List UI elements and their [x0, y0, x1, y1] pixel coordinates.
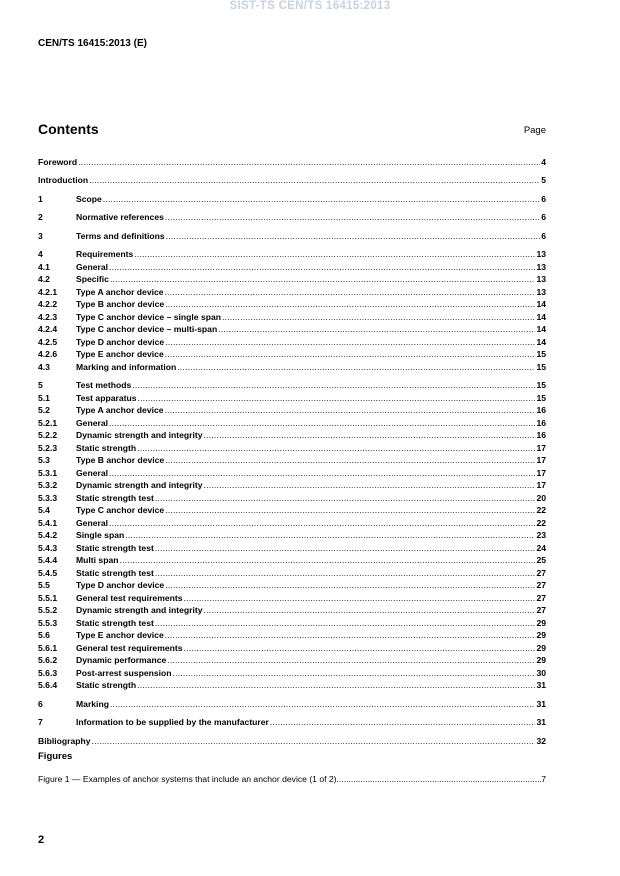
toc-entry-page: 17	[536, 455, 546, 465]
leader-dots	[138, 393, 536, 404]
toc-entry-number: 5.6.3	[38, 667, 58, 678]
leader-dots	[78, 157, 540, 168]
toc-entry[interactable]	[38, 679, 546, 692]
toc-entry-page: 16	[536, 430, 546, 440]
toc-entry-number: 5.2.3	[38, 442, 58, 453]
toc-entry-number: 5.1	[38, 392, 50, 403]
toc-entry[interactable]	[38, 404, 546, 417]
toc-entry[interactable]	[38, 579, 546, 592]
toc-entry[interactable]	[38, 641, 546, 654]
table-of-contents	[38, 155, 546, 747]
toc-entry-title: Test apparatus	[76, 392, 137, 403]
toc-entry-title: Type A anchor device	[76, 405, 164, 415]
toc-entry-number: 3	[38, 230, 43, 241]
toc-entry[interactable]	[38, 260, 546, 273]
toc-entry[interactable]	[38, 192, 546, 205]
toc-entry-number: 5.2.1	[38, 417, 58, 428]
toc-entry-page: 13	[536, 261, 546, 272]
leader-dots	[165, 405, 536, 416]
toc-entry-number: 5.2	[38, 405, 50, 415]
leader-dots	[109, 468, 535, 479]
leader-dots	[165, 505, 535, 516]
leader-dots	[165, 337, 535, 348]
leader-dots	[165, 455, 535, 466]
leader-dots	[165, 287, 536, 298]
toc-entry-number: 4.2.5	[38, 336, 58, 347]
toc-entry-number: 4	[38, 249, 43, 259]
toc-entry-page: 27	[536, 592, 546, 603]
toc-entry-title: General test requirements	[76, 642, 183, 653]
leader-dots	[155, 493, 536, 504]
toc-entry[interactable]	[38, 416, 546, 429]
toc-entry-title: Type C anchor device	[76, 505, 165, 515]
leader-dots	[165, 580, 535, 591]
leader-dots	[165, 299, 535, 310]
toc-entry-page: 13	[536, 286, 546, 297]
toc-entry[interactable]	[38, 174, 546, 187]
toc-entry[interactable]	[38, 616, 546, 629]
toc-entry-page: 14	[536, 299, 546, 309]
toc-entry-title: Marking	[76, 698, 109, 709]
toc-entry-number: 5.4.1	[38, 517, 58, 528]
toc-entry-page: 22	[536, 517, 546, 528]
toc-entry[interactable]	[38, 629, 546, 642]
toc-entry-page: 31	[536, 680, 546, 690]
toc-entry-page: 14	[536, 324, 546, 334]
toc-entry-page: 17	[536, 480, 546, 490]
toc-entry-page: 27	[536, 580, 546, 590]
toc-entry-page: 5	[541, 175, 546, 185]
toc-entry-number: 5.4.3	[38, 542, 58, 553]
leader-dots	[137, 680, 535, 691]
leader-dots	[132, 380, 535, 391]
leader-dots	[89, 175, 540, 186]
toc-entry-title: Type E anchor device	[76, 349, 164, 359]
toc-entry-number: 5.3.1	[38, 467, 58, 478]
leader-dots	[204, 605, 536, 616]
toc-entry-page: 13	[536, 274, 546, 284]
toc-entry-page: 15	[536, 380, 546, 390]
toc-entry-title: Static strength test	[76, 617, 154, 628]
toc-entry-page: 29	[536, 630, 546, 640]
toc-entry-number: 4.2.6	[38, 349, 58, 359]
leader-dots	[270, 717, 536, 728]
leader-dots	[103, 194, 540, 205]
toc-entry-page: 27	[536, 605, 546, 615]
toc-entry-number: 5.4.4	[38, 555, 58, 565]
toc-entry[interactable]	[38, 541, 546, 554]
toc-entry[interactable]	[38, 734, 546, 747]
toc-entry-number: 5.4.2	[38, 530, 58, 540]
toc-entry[interactable]	[38, 248, 546, 261]
toc-entry-title: Type C anchor device – multi-span	[76, 324, 218, 334]
leader-dots	[165, 212, 540, 223]
toc-entry-page: 14	[536, 311, 546, 322]
leader-dots	[166, 231, 541, 242]
toc-entry-number: 5.4	[38, 505, 50, 515]
toc-entry[interactable]	[38, 441, 546, 454]
toc-entry-title: Marking and information	[76, 361, 177, 372]
leader-dots	[125, 530, 535, 541]
leader-dots	[155, 568, 536, 579]
toc-entry-number: 5.5	[38, 580, 50, 590]
toc-entry-number: 5.6.2	[38, 655, 58, 665]
toc-entry-page: 29	[536, 617, 546, 628]
toc-entry[interactable]	[38, 516, 546, 529]
toc-entry-page: 32	[536, 735, 546, 746]
toc-entry[interactable]	[38, 298, 546, 311]
toc-entry-title: Specific	[76, 274, 109, 284]
toc-entry-title: Test methods	[76, 380, 132, 390]
toc-entry-title: Terms and definitions	[76, 230, 165, 241]
toc-entry-page: 29	[536, 655, 546, 665]
toc-entry[interactable]	[38, 479, 546, 492]
toc-entry-title: Type B anchor device	[76, 455, 165, 465]
toc-entry-title: Foreword	[38, 156, 78, 167]
toc-entry-number: 5	[38, 380, 43, 390]
toc-entry[interactable]	[38, 716, 546, 729]
toc-entry-number: 4.2.2	[38, 299, 58, 309]
toc-entry[interactable]	[38, 591, 546, 604]
figure-entry-page: 7	[541, 774, 546, 784]
toc-entry[interactable]	[38, 335, 546, 348]
toc-entry-title: Type D anchor device	[76, 580, 165, 590]
toc-entry-page: 31	[536, 698, 546, 709]
toc-entry-title: General	[76, 517, 109, 528]
leader-dots	[134, 249, 535, 260]
leader-dots	[218, 324, 535, 335]
toc-entry-page: 24	[536, 542, 546, 553]
toc-entry[interactable]	[38, 391, 546, 404]
toc-entry-number: 5.2.2	[38, 430, 58, 440]
toc-entry-title: Type C anchor device – single span	[76, 311, 222, 322]
toc-entry-title: Dynamic strength and integrity	[76, 430, 203, 440]
leader-dots	[167, 655, 535, 666]
leader-dots	[110, 274, 535, 285]
toc-entry-number: 7	[38, 717, 43, 727]
toc-entry[interactable]	[38, 491, 546, 504]
leader-dots	[222, 312, 535, 323]
toc-entry-page: 27	[536, 567, 546, 578]
toc-entry-page: 6	[541, 193, 546, 204]
toc-entry[interactable]	[38, 697, 546, 710]
toc-entry-page: 23	[536, 530, 546, 540]
leader-dots	[173, 668, 536, 679]
toc-entry-number: 2	[38, 212, 43, 222]
toc-entry-number: 6	[38, 698, 43, 709]
toc-entry[interactable]	[38, 454, 546, 467]
toc-entry[interactable]	[38, 554, 546, 567]
toc-entry[interactable]	[38, 504, 546, 517]
leader-dots	[184, 593, 536, 604]
figure-entry[interactable]	[38, 774, 546, 784]
toc-entry[interactable]	[38, 229, 546, 242]
toc-entry[interactable]	[38, 666, 546, 679]
toc-entry-page: 15	[536, 349, 546, 359]
toc-entry-title: General	[76, 417, 109, 428]
toc-entry-title: Static strength	[76, 442, 137, 453]
watermark: SIST-TS CEN/TS 16415:2013	[229, 0, 391, 12]
toc-entry-title: Requirements	[76, 249, 134, 259]
leader-dots	[337, 774, 542, 784]
toc-entry-page: 31	[536, 717, 546, 727]
toc-entry-page: 17	[536, 467, 546, 478]
leader-dots	[137, 443, 535, 454]
leader-dots	[165, 349, 536, 360]
toc-entry[interactable]	[38, 429, 546, 442]
toc-entry-number: 4.1	[38, 261, 50, 272]
toc-entry-page: 6	[541, 212, 546, 222]
leader-dots	[204, 480, 536, 491]
toc-entry-title: Dynamic performance	[76, 655, 167, 665]
leader-dots	[92, 736, 536, 747]
toc-entry-title: Static strength	[76, 680, 137, 690]
toc-entry-title: Type E anchor device	[76, 630, 164, 640]
page-column-label: Page	[523, 125, 546, 136]
toc-entry-number: 5.5.2	[38, 605, 58, 615]
leader-dots	[184, 643, 536, 654]
toc-entry-page: 30	[536, 667, 546, 678]
toc-entry[interactable]	[38, 360, 546, 373]
toc-entry-number: 5.6	[38, 630, 50, 640]
toc-entry-page: 15	[536, 392, 546, 403]
leader-dots	[110, 699, 535, 710]
toc-entry-title: Static strength test	[76, 492, 154, 503]
toc-entry-title: Bibliography	[38, 735, 91, 746]
toc-entry-title: Introduction	[38, 175, 89, 185]
toc-entry-title: Static strength test	[76, 567, 154, 578]
page-number: 2	[38, 834, 45, 846]
toc-entry-page: 20	[536, 492, 546, 503]
toc-entry[interactable]	[38, 310, 546, 323]
toc-entry-number: 5.3.2	[38, 480, 58, 490]
leader-dots	[165, 630, 536, 641]
toc-entry[interactable]	[38, 211, 546, 224]
toc-entry-title: Post-arrest suspension	[76, 667, 172, 678]
toc-entry-page: 25	[536, 555, 546, 565]
toc-entry-page: 29	[536, 642, 546, 653]
toc-entry-number: 1	[38, 193, 43, 204]
toc-entry-title: Information to be supplied by the manufacturer	[76, 717, 269, 727]
toc-entry-page: 15	[536, 361, 546, 372]
toc-entry-title: Type A anchor device	[76, 286, 164, 297]
figure-entry-title: Figure 1 — Examples of anchor systems that include an anchor device (1 of 2)	[38, 774, 337, 784]
toc-entry-number: 5.3	[38, 455, 50, 465]
toc-entry-title: Scope	[76, 193, 102, 204]
toc-entry-page: 22	[536, 505, 546, 515]
toc-entry-number: 4.3	[38, 361, 50, 372]
toc-entry[interactable]	[38, 285, 546, 298]
leader-dots	[109, 262, 535, 273]
toc-entry-number: 4.2	[38, 274, 50, 284]
leader-dots	[109, 418, 535, 429]
toc-entry[interactable]	[38, 155, 546, 168]
leader-dots	[155, 543, 536, 554]
toc-entry[interactable]	[38, 654, 546, 667]
toc-entry-title: Dynamic strength and integrity	[76, 480, 203, 490]
toc-entry[interactable]	[38, 566, 546, 579]
toc-entry-page: 4	[541, 156, 546, 167]
toc-entry-page: 13	[536, 249, 546, 259]
toc-entry[interactable]	[38, 348, 546, 361]
toc-entry-title: Type B anchor device	[76, 299, 165, 309]
leader-dots	[120, 555, 536, 566]
toc-entry-title: Single span	[76, 530, 125, 540]
toc-entry[interactable]	[38, 323, 546, 336]
toc-entry-title: Normative references	[76, 212, 164, 222]
toc-entry-page: 16	[536, 417, 546, 428]
leader-dots	[109, 518, 535, 529]
toc-entry-number: 5.6.1	[38, 642, 58, 653]
toc-entry[interactable]	[38, 273, 546, 286]
toc-entry-number: 5.6.4	[38, 680, 58, 690]
toc-entry-title: Multi span	[76, 555, 119, 565]
toc-entry-number: 5.4.5	[38, 567, 58, 578]
toc-entry-number: 4.2.1	[38, 286, 58, 297]
toc-entry-title: Static strength test	[76, 542, 154, 553]
toc-entry-number: 5.5.3	[38, 617, 58, 628]
contents-heading: Contents	[38, 121, 99, 137]
toc-entry-page: 6	[541, 230, 546, 241]
figures-heading: Figures	[38, 751, 73, 762]
toc-entry[interactable]	[38, 604, 546, 617]
toc-entry[interactable]	[38, 466, 546, 479]
leader-dots	[204, 430, 536, 441]
toc-entry-number: 5.3.3	[38, 492, 58, 503]
toc-entry-number: 5.5.1	[38, 592, 58, 603]
toc-entry[interactable]	[38, 529, 546, 542]
toc-entry-number: 4.2.4	[38, 324, 58, 334]
toc-entry-number: 4.2.3	[38, 311, 58, 322]
toc-entry-title: General	[76, 261, 109, 272]
toc-entry-title: General	[76, 467, 109, 478]
toc-entry-title: Type D anchor device	[76, 336, 165, 347]
toc-entry-title: General test requirements	[76, 592, 183, 603]
toc-entry-page: 17	[536, 442, 546, 453]
toc-entry-title: Dynamic strength and integrity	[76, 605, 203, 615]
toc-entry-page: 16	[536, 405, 546, 415]
leader-dots	[155, 618, 536, 629]
toc-entry[interactable]	[38, 379, 546, 392]
document-id: CEN/TS 16415:2013 (E)	[38, 38, 147, 49]
toc-entry-page: 14	[536, 336, 546, 347]
leader-dots	[177, 362, 535, 373]
